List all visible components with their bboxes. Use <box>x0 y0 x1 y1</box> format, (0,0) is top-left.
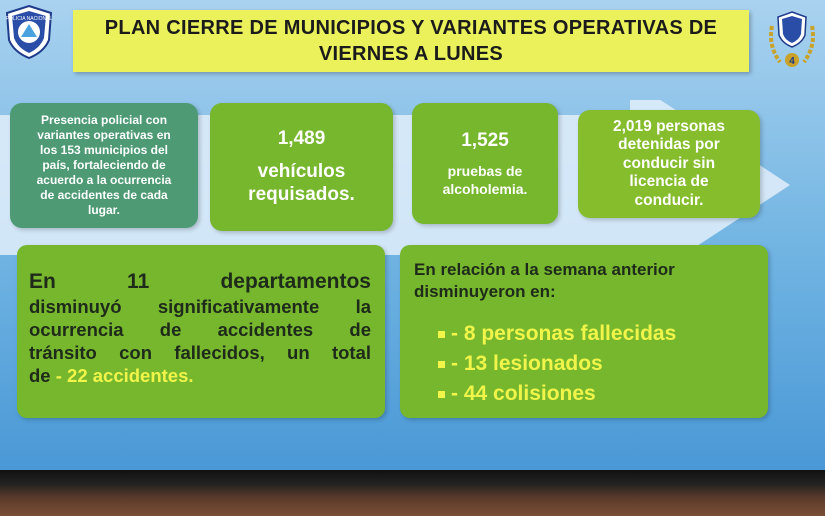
bullet-square-icon <box>438 361 445 368</box>
alcohol-tests-label-2: alcoholemia. <box>442 180 528 197</box>
bullet-square-icon <box>438 331 445 338</box>
title-line-1: PLAN CIERRE DE MUNICIPIOS Y VARIANTES OPERATIVAS DE <box>104 17 718 39</box>
departments-line-2: disminuyó significativamente la <box>29 296 371 317</box>
vehicles-count: 1,489 <box>277 128 326 149</box>
vehicles-card <box>210 103 393 231</box>
detained-line: licencia de <box>629 173 709 191</box>
presence-line: lugar. <box>87 203 120 217</box>
departments-word-en: En <box>29 270 56 293</box>
comparison-list <box>414 319 756 409</box>
detained-line: 2,019 personas <box>612 117 725 135</box>
accidents-total: - 22 accidentes. <box>55 365 194 386</box>
comparison-heading-1: En relación a la semana anterior <box>414 260 675 279</box>
list-item <box>438 319 756 349</box>
comparison-box <box>400 245 768 418</box>
presence-line: acuerdo a la ocurrencia <box>36 173 172 187</box>
departments-word: departamentos <box>220 270 371 293</box>
alcohol-tests-count: 1,525 <box>461 129 509 151</box>
list-item <box>438 379 756 409</box>
vehicles-label-2: requisados. <box>248 184 355 205</box>
presence-card <box>10 103 198 228</box>
anniversary-badge-logo <box>764 8 820 70</box>
vehicles-label-1: vehículos <box>257 161 346 182</box>
injured-item: - 13 lesionados <box>451 352 603 375</box>
departments-line-5 <box>29 364 371 387</box>
departments-line-3: ocurrencia de accidentes de <box>29 319 371 340</box>
collisions-item: - 44 colisiones <box>451 382 596 405</box>
detained-line: conducir. <box>634 191 704 209</box>
detained-line: detenidas por <box>618 136 720 154</box>
alcohol-tests-label-1: pruebas de <box>447 162 523 179</box>
presence-line: variantes operativas en <box>37 128 171 142</box>
title-line-2: VIERNES A LUNES <box>318 43 504 65</box>
title-banner <box>73 10 749 72</box>
comparison-heading-2: disminuyeron en: <box>414 282 556 301</box>
presence-line: los 153 municipios del <box>39 143 169 157</box>
list-item <box>438 349 756 379</box>
monitor-bezel <box>0 470 825 516</box>
fatalities-item: - 8 personas fallecidas <box>451 322 677 345</box>
alcohol-tests-card <box>412 103 558 224</box>
bullet-square-icon <box>438 391 445 398</box>
detained-line: conducir sin <box>622 154 716 172</box>
badge-number: 4 <box>789 56 795 67</box>
departments-line-1 <box>29 269 371 295</box>
police-logo <box>4 4 54 60</box>
departments-count: 11 <box>127 270 150 293</box>
presence-line: país, fortaleciendo de <box>42 158 166 172</box>
presence-line: Presencia policial con <box>40 113 168 127</box>
departments-line-5-start: de <box>29 365 51 386</box>
departments-box <box>17 245 385 418</box>
police-logo-text: POLICIA NACIONAL <box>5 16 53 22</box>
detained-card <box>578 110 760 218</box>
presence-line: de accidentes de cada <box>40 188 168 202</box>
departments-line-4: tránsito con fallecidos, un total <box>29 342 371 363</box>
